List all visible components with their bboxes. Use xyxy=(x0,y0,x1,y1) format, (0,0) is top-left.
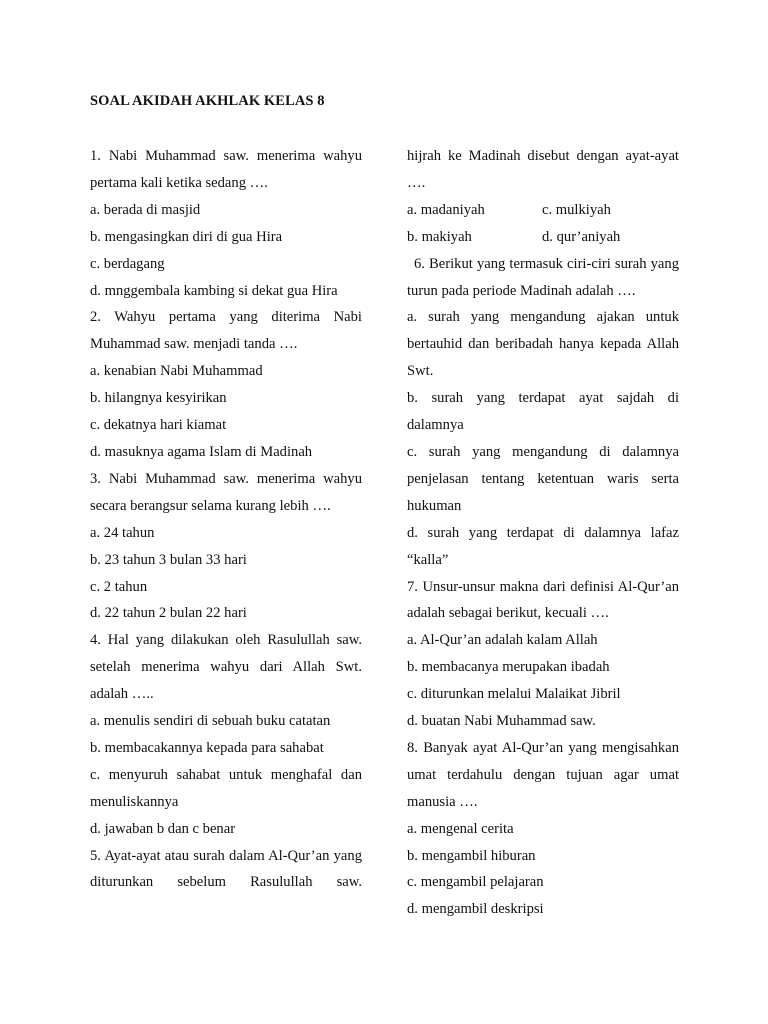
question-7: 7. Unsur-unsur makna dari definisi Al-Qur’an adalah sebagai berikut, kecuali …. xyxy=(407,578,679,622)
q6-option-a: a. surah yang mengandung ajakan untuk bertauhid dan beribadah hanya kepada Allah Swt. xyxy=(407,309,679,380)
q2-option-a: a. kenabian Nabi Muhammad xyxy=(90,363,263,380)
document-title: SOAL AKIDAH AKHLAK KELAS 8 xyxy=(90,93,325,109)
q2-option-d: d. masuknya agama Islam di Madinah xyxy=(90,443,313,460)
question-1: 1. Nabi Muhammad saw. menerima wahyu pertama kali ketika sedang …. xyxy=(90,148,362,191)
q1-option-d: d. mnggembala kambing si dekat gua Hira xyxy=(90,282,338,299)
question-6: 6. Berikut yang termasuk ciri-ciri surah yang turun pada periode Madinah adalah …. xyxy=(407,255,679,299)
q1-option-c: c. berdagang xyxy=(90,255,165,272)
q7-option-b: b. membacanya merupakan ibadah xyxy=(407,659,610,676)
q5-option-a: a. madaniyah xyxy=(407,201,485,218)
q4-option-b: b. membacakannya kepada para sahabat xyxy=(90,739,324,756)
q8-option-c: c. mengambil pelajaran xyxy=(407,874,544,891)
right-column xyxy=(407,143,679,923)
q4-option-a: a. menulis sendiri di sebuah buku catatan xyxy=(90,713,331,730)
q5-options-row-1 xyxy=(407,197,679,224)
q3-option-c: c. 2 tahun xyxy=(90,578,148,595)
q2-option-c: c. dekatnya hari kiamat xyxy=(90,417,227,434)
question-5-continued: hijrah ke Madinah disebut dengan ayat-ayat …. xyxy=(407,148,679,191)
q5-option-b: b. makiyah xyxy=(407,228,472,245)
q8-option-b: b. mengambil hiburan xyxy=(407,847,536,864)
q8-option-a: a. mengenal cerita xyxy=(407,820,514,837)
q5-option-d: d. qur’aniyah xyxy=(542,228,621,245)
q6-option-c: c. surah yang mengandung di dalamnya penjelasan tentang ketentuan waris serta hukuman xyxy=(407,443,679,514)
q1-option-b: b. mengasingkan diri di gua Hira xyxy=(90,228,283,245)
q5-options-row-2 xyxy=(407,224,679,251)
question-8: 8. Banyak ayat Al-Qur’an yang mengisahkan umat terdahulu dengan tujuan agar umat manusia …. xyxy=(407,739,679,810)
q2-option-b: b. hilangnya kesyirikan xyxy=(90,390,227,407)
q4-option-c: c. menyuruh sahabat untuk menghafal dan menuliskannya xyxy=(90,766,362,810)
q4-option-d: d. jawaban b dan c benar xyxy=(90,820,236,837)
q1-option-a: a. berada di masjid xyxy=(90,201,201,218)
question-3: 3. Nabi Muhammad saw. menerima wahyu secara berangsur selama kurang lebih …. xyxy=(90,470,362,514)
q6-option-d: d. surah yang terdapat di dalamnya lafaz “kalla” xyxy=(407,524,679,568)
q7-option-a: a. Al-Qur’an adalah kalam Allah xyxy=(407,632,598,649)
q7-option-c: c. diturunkan melalui Malaikat Jibril xyxy=(407,686,621,703)
q3-option-b: b. 23 tahun 3 bulan 33 hari xyxy=(90,551,247,568)
question-5: 5. Ayat-ayat atau surah dalam Al-Qur’an yang diturunkan sebelum Rasulullah saw. xyxy=(90,847,362,891)
q3-option-d: d. 22 tahun 2 bulan 22 hari xyxy=(90,605,247,622)
q5-option-c: c. mulkiyah xyxy=(542,201,611,218)
question-2: 2. Wahyu pertama yang diterima Nabi Muhammad saw. menjadi tanda …. xyxy=(90,309,362,353)
q6-option-b: b. surah yang terdapat ayat sajdah di dalamnya xyxy=(407,390,679,434)
left-column xyxy=(90,143,362,896)
q8-option-d: d. mengambil deskripsi xyxy=(407,901,544,918)
question-4: 4. Hal yang dilakukan oleh Rasulullah saw. setelah menerima wahyu dari Allah Swt. adalah ….. xyxy=(90,632,362,703)
q3-option-a: a. 24 tahun xyxy=(90,524,155,541)
q7-option-d: d. buatan Nabi Muhammad saw. xyxy=(407,713,596,730)
